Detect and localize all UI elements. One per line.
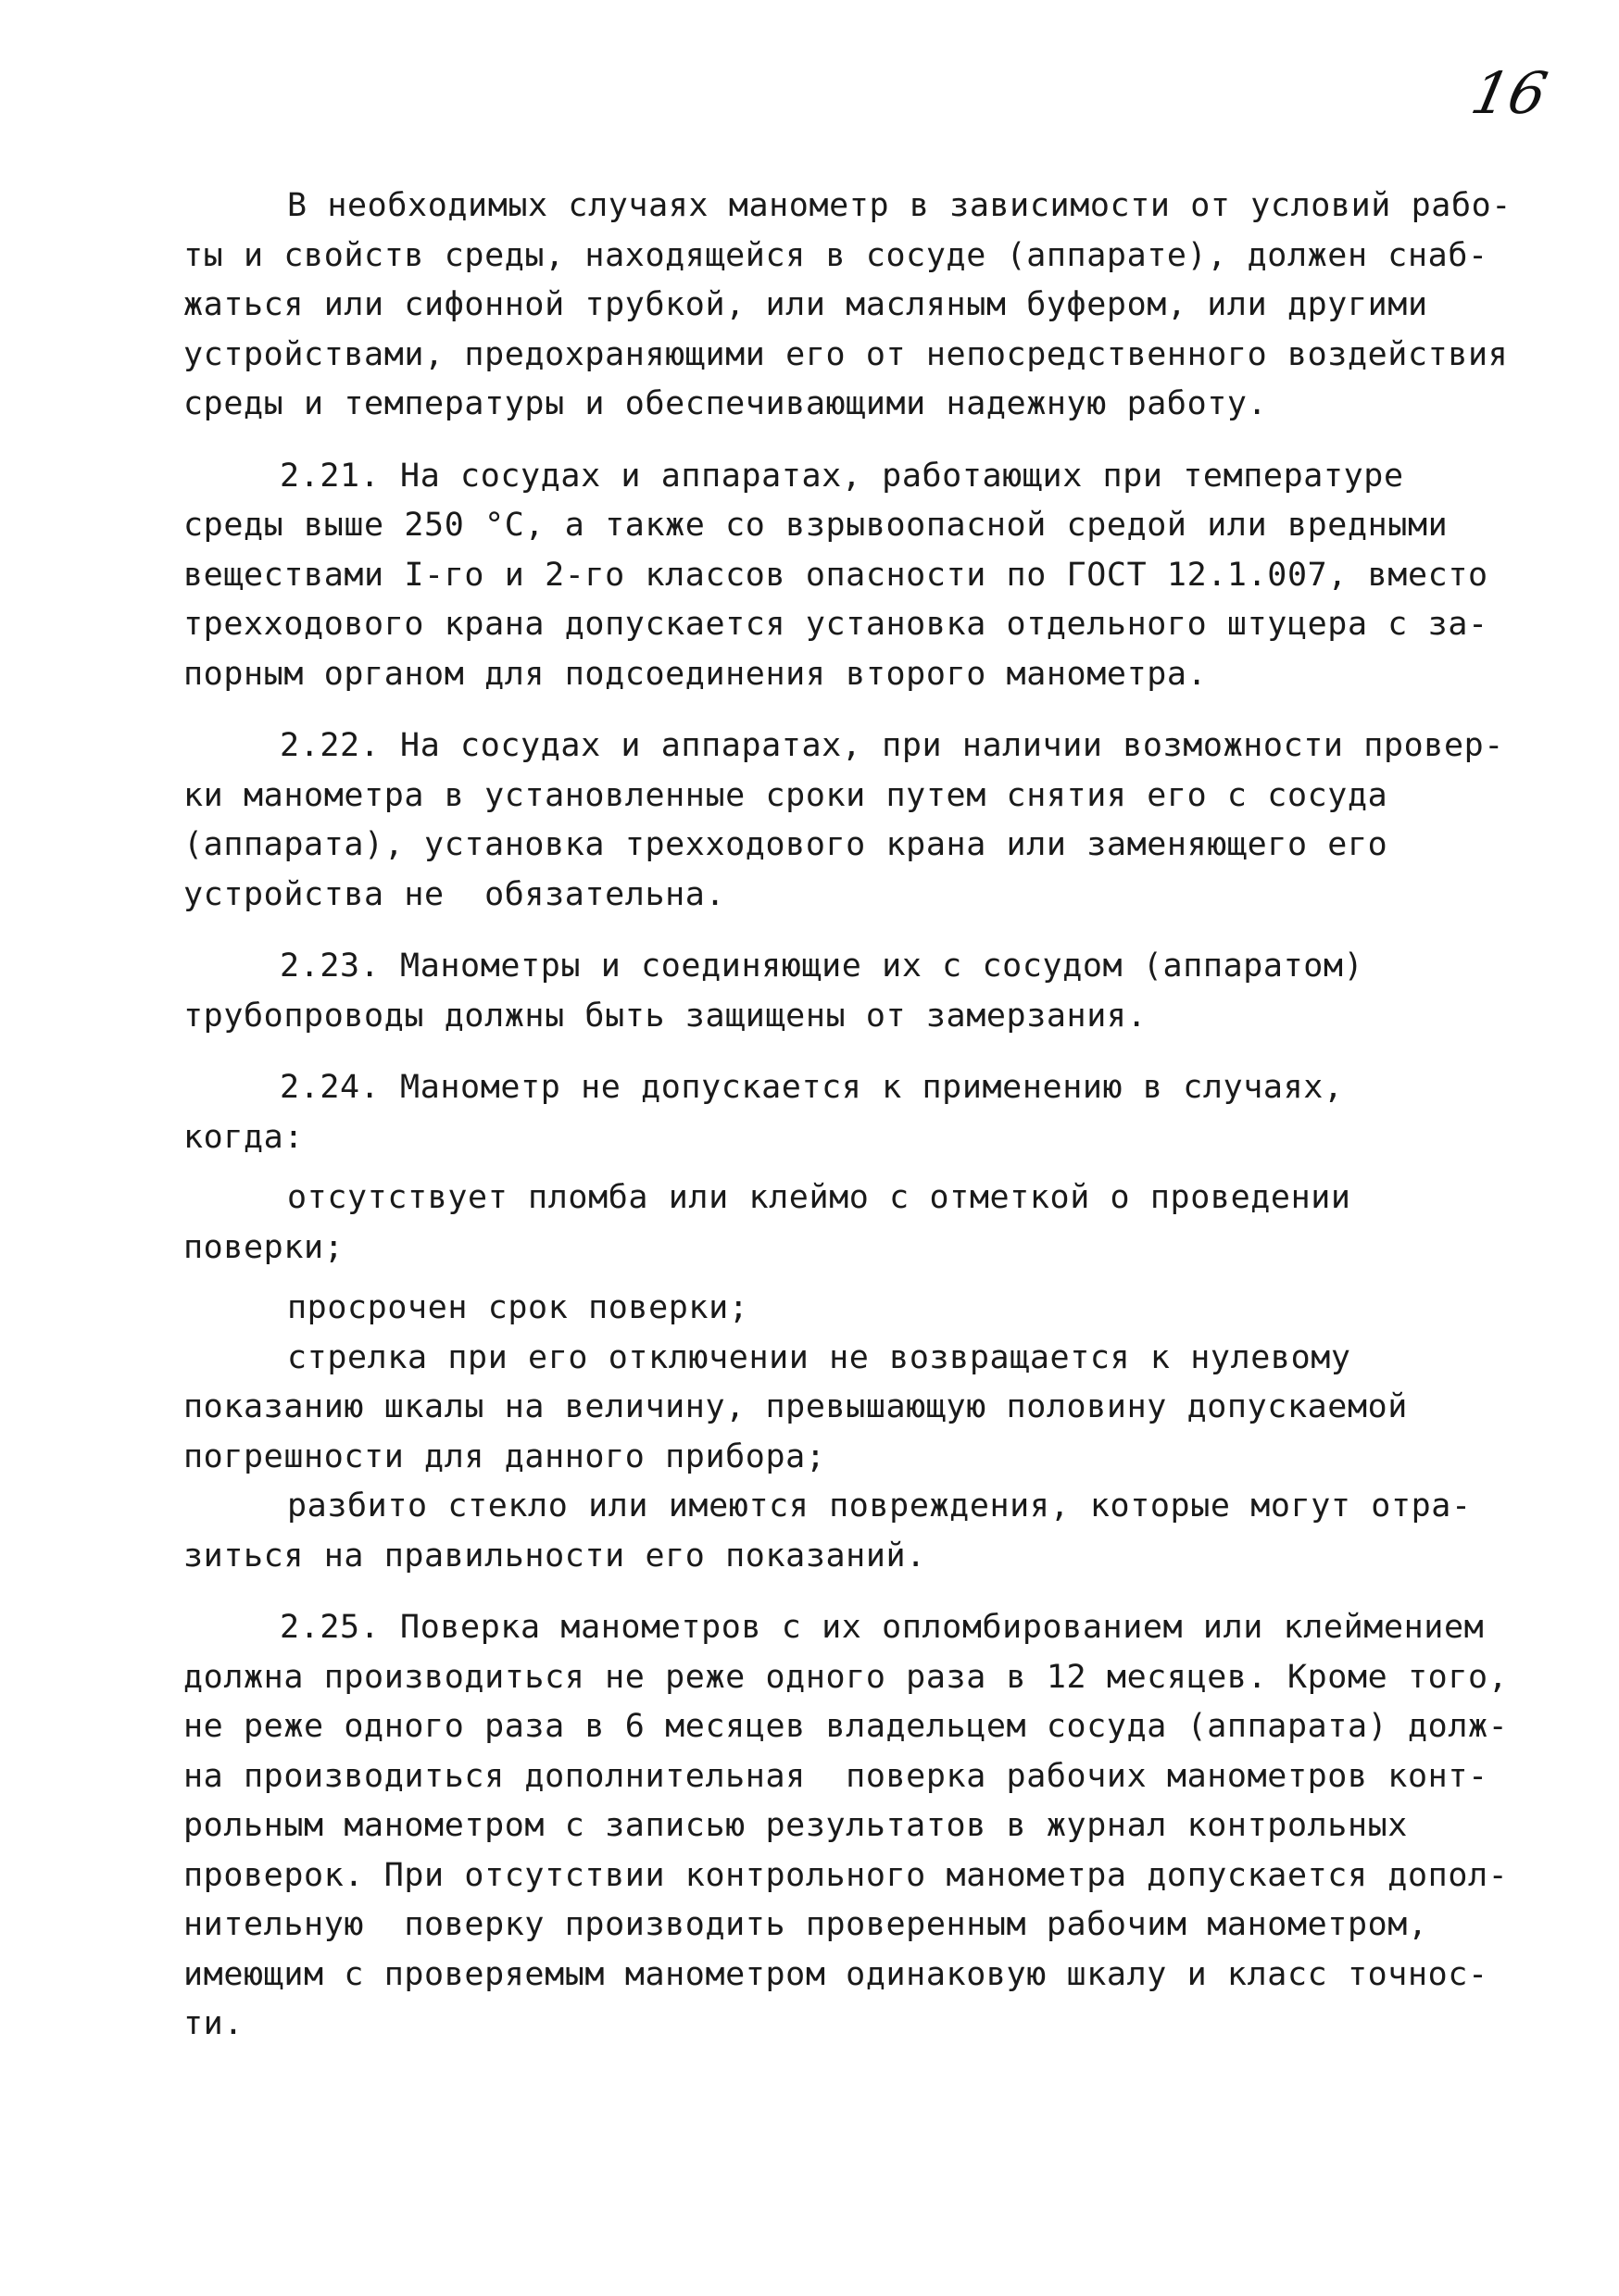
page-number: 16 [1465,59,1553,127]
paragraph-2-25 [183,1603,1517,2050]
text-line: среды и температуры и обеспечивающими надежную работу. [183,385,1268,422]
paragraph-intro [183,182,1517,430]
text-line: имеющим с проверяемым манометром одинаковую шкалу и класс точнос- [183,1955,1488,1993]
list-item [183,1334,1517,1483]
text-line: поверки; [183,1228,345,1266]
text-line: ты и свойств среды, находящейся в сосуде (аппарате), должен снаб- [183,236,1488,274]
paragraph-2-24 [183,1063,1517,1162]
text-line: устройства не обязательна. [183,875,726,913]
text-line: 2.23. Манометры и соединяющие их с сосудом (аппаратом) [280,947,1364,985]
text-line: ти. [183,2005,245,2042]
text-line: 2.25. Поверка манометров с их опломбированием или клеймением [280,1609,1485,1646]
text-line: проверок. При отсутствии контрольного манометра допускается допол- [183,1856,1509,1894]
text-line: 2.21. На сосудах и аппаратах, работающих при температуре [280,457,1404,495]
text-line: просрочен срок поверки; [287,1289,749,1326]
text-line: устройствами, предохраняющими его от непосредственного воздействия [183,335,1509,373]
text-line: среды выше 250 °С, а также со взрывоопасной средой или вредными [183,507,1449,544]
text-line: зиться на правильности его показаний. [183,1537,926,1575]
document-body [183,182,1517,2050]
list-item [183,1284,1517,1334]
list-item [183,1482,1517,1581]
text-line: стрелка при его отключении не возвращается к нулевому [287,1338,1351,1376]
text-line: на производиться дополнительная поверка рабочих манометров конт- [183,1757,1488,1795]
text-line: разбито стекло или имеются повреждения, которые могут отра- [287,1487,1472,1524]
text-line: когда: [183,1118,305,1156]
text-line: трубопроводы должны быть защищены от замерзания. [183,997,1148,1035]
paragraph-2-22 [183,721,1517,920]
text-line: не реже одного раза в 6 месяцев владельцем сосуда (аппарата) долж- [183,1708,1509,1745]
text-line: ки манометра в установленные сроки путем снятия его с сосуда [183,776,1388,814]
text-line: отсутствует пломба или клеймо с отметкой о проведении [287,1179,1351,1216]
text-line: погрешности для данного прибора; [183,1437,826,1475]
text-line: должна производиться не реже одного раза в 12 месяцев. Кроме того, [183,1658,1509,1696]
text-line: показанию шкалы на величину, превышающую половину допускаемой [183,1388,1408,1425]
text-line: рольным манометром с записью результатов в журнал контрольных [183,1807,1408,1844]
text-line: (аппарата), установка трехходового крана или заменяющего его [183,826,1388,863]
list-item [183,1173,1517,1273]
text-line: 2.24. Манометр не допускается к применению в случаях, [280,1069,1344,1106]
paragraph-2-23 [183,942,1517,1041]
text-line: порным органом для подсоединения второго манометра. [183,655,1208,693]
text-line: жаться или сифонной трубкой, или масляным буфером, или другими [183,286,1428,323]
text-line: трехходового крана допускается установка отдельного штуцера с за- [183,606,1488,643]
text-line: 2.22. На сосудах и аппаратах, при наличии возможности провер- [280,727,1504,764]
text-line: В необходимых случаях манометр в зависимости от условий рабо- [287,187,1512,224]
paragraph-2-21 [183,452,1517,700]
text-line: веществами I-го и 2-го классов опасности по ГОСТ 12.1.007, вместо [183,556,1488,594]
text-line: нительную поверку производить проверенным рабочим манометром, [183,1906,1428,1943]
